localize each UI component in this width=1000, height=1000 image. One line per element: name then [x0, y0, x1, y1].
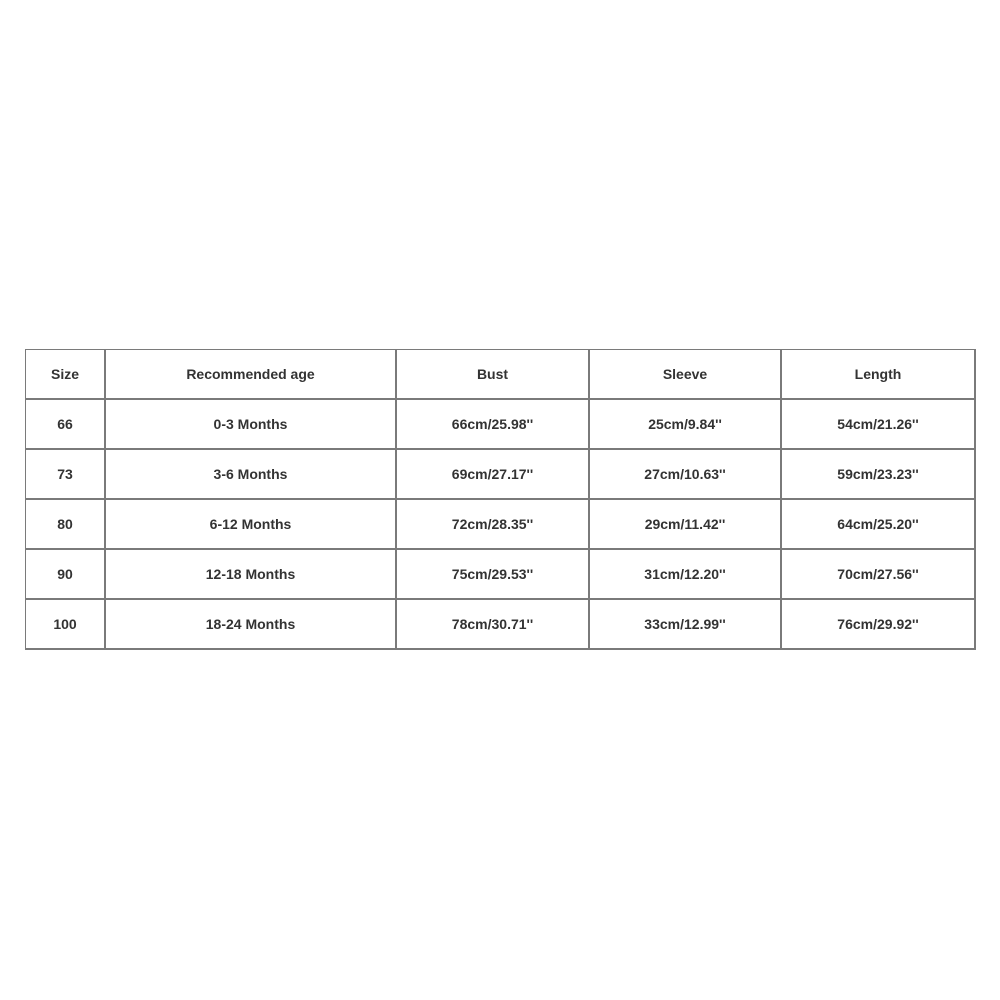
- cell-length: 54cm/21.26'': [782, 400, 976, 450]
- cell-sleeve: 27cm/10.63'': [590, 450, 782, 500]
- cell-size: 66: [26, 400, 106, 450]
- cell-length: 76cm/29.92'': [782, 600, 976, 650]
- cell-size: 90: [26, 550, 106, 600]
- cell-recommended-age: 3-6 Months: [106, 450, 397, 500]
- cell-recommended-age: 0-3 Months: [106, 400, 397, 450]
- size-chart-table: [25, 349, 976, 650]
- cell-size: 100: [26, 600, 106, 650]
- cell-sleeve: 25cm/9.84'': [590, 400, 782, 450]
- cell-bust: 75cm/29.53'': [397, 550, 590, 600]
- cell-size: 73: [26, 450, 106, 500]
- cell-bust: 66cm/25.98'': [397, 400, 590, 450]
- header-bust: Bust: [397, 350, 590, 400]
- header-recommended-age: Recommended age: [106, 350, 397, 400]
- cell-sleeve: 29cm/11.42'': [590, 500, 782, 550]
- cell-recommended-age: 6-12 Months: [106, 500, 397, 550]
- cell-recommended-age: 12-18 Months: [106, 550, 397, 600]
- cell-bust: 72cm/28.35'': [397, 500, 590, 550]
- cell-size: 80: [26, 500, 106, 550]
- cell-sleeve: 33cm/12.99'': [590, 600, 782, 650]
- table-row: [26, 400, 976, 450]
- cell-length: 70cm/27.56'': [782, 550, 976, 600]
- table-header: [26, 350, 976, 400]
- cell-recommended-age: 18-24 Months: [106, 600, 397, 650]
- header-row: [26, 350, 976, 400]
- cell-bust: 69cm/27.17'': [397, 450, 590, 500]
- cell-length: 59cm/23.23'': [782, 450, 976, 500]
- table-row: [26, 550, 976, 600]
- table-body: [26, 400, 976, 650]
- table-row: [26, 450, 976, 500]
- table-row: [26, 500, 976, 550]
- header-size: Size: [26, 350, 106, 400]
- header-sleeve: Sleeve: [590, 350, 782, 400]
- header-length: Length: [782, 350, 976, 400]
- table-row: [26, 600, 976, 650]
- cell-bust: 78cm/30.71'': [397, 600, 590, 650]
- cell-sleeve: 31cm/12.20'': [590, 550, 782, 600]
- cell-length: 64cm/25.20'': [782, 500, 976, 550]
